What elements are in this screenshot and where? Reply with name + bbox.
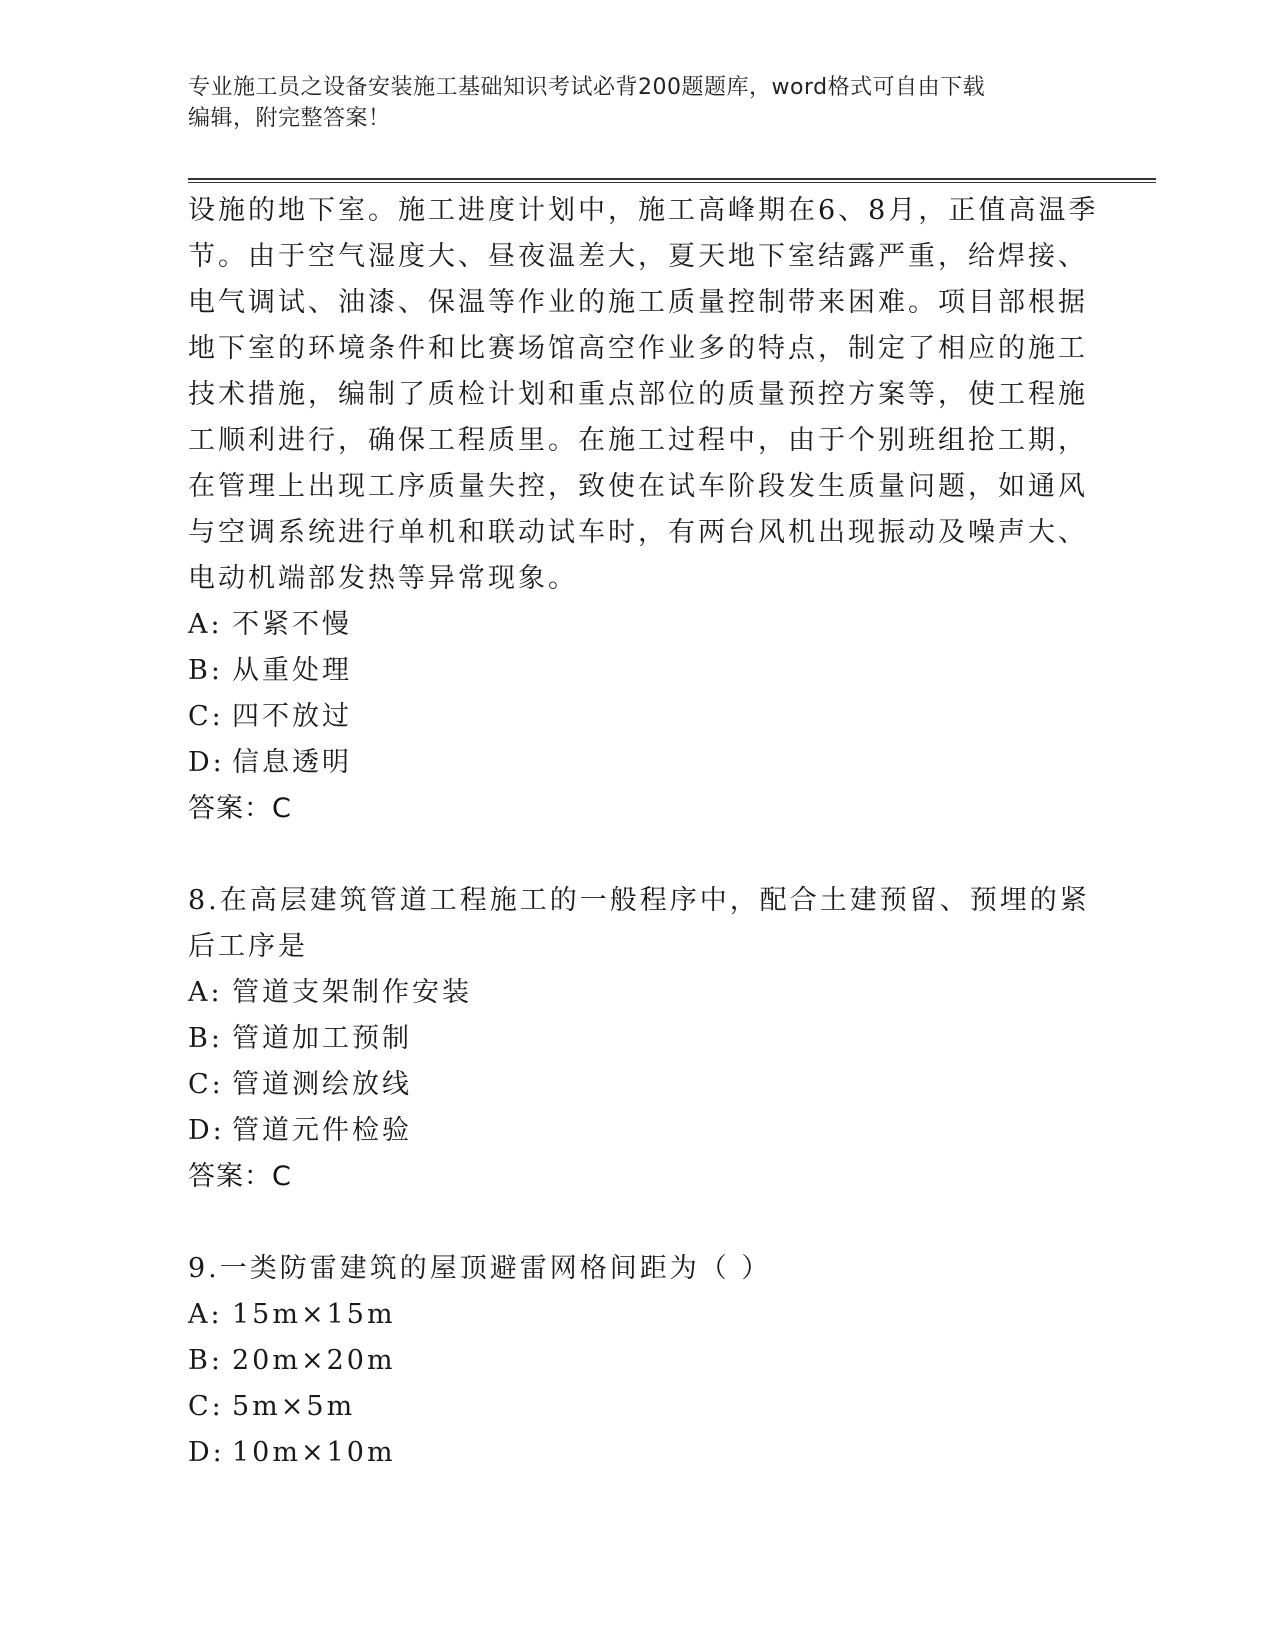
option-c: [188, 1062, 1088, 1108]
option-text: 四不放过: [232, 701, 352, 732]
option-letter: C:: [188, 1391, 224, 1422]
page-header: [188, 72, 1068, 134]
option-text: 15m×15m: [232, 1299, 396, 1330]
question-text-line: 设施的地下室。施工进度计划中，施工高峰期在6、8月，正值高温季: [188, 195, 1099, 226]
spacer: [188, 832, 1088, 878]
option-c: [188, 1384, 1088, 1430]
option-text: 不紧不慢: [232, 609, 352, 640]
question-7: [188, 188, 1099, 832]
option-b: [188, 1338, 1088, 1384]
question-text-line: 与空调系统进行单机和联动试车时，有两台风机出现振动及噪声大、: [188, 517, 1088, 548]
option-text: 管道元件检验: [232, 1115, 412, 1146]
option-letter: A:: [188, 977, 223, 1008]
option-text: 管道测绘放线: [232, 1069, 412, 1100]
answer-line: 答案：C: [188, 1161, 292, 1192]
header-title-line-1: 专业施工员之设备安装施工基础知识考试必背200题题库，word格式可自由下载: [188, 75, 986, 100]
option-d: [188, 1430, 1088, 1476]
option-text: 管道支架制作安装: [232, 977, 472, 1008]
option-b: [188, 1016, 1088, 1062]
option-text: 信息透明: [232, 747, 352, 778]
option-letter: B:: [188, 1023, 223, 1054]
question-text-line: 工顺利进行，确保工程质里。在施工过程中，由于个别班组抢工期，: [188, 425, 1088, 456]
question-text-line: 9.一类防雷建筑的屋顶避雷网格间距为（ ）: [188, 1253, 772, 1284]
document-body: [188, 188, 1099, 1476]
question-8: [188, 878, 1088, 1200]
question-text-line: 技术措施，编制了质检计划和重点部位的质量预控方案等，使工程施: [188, 379, 1088, 410]
option-letter: D:: [188, 1115, 225, 1146]
option-text: 管道加工预制: [232, 1023, 412, 1054]
option-letter: C:: [188, 701, 224, 732]
question-text-line: 地下室的环境条件和比赛场馆高空作业多的特点，制定了相应的施工: [188, 333, 1088, 364]
header-title-line-2: 编辑，附完整答案！: [188, 106, 391, 131]
option-letter: A:: [188, 609, 223, 640]
question-9: [188, 1246, 1088, 1476]
option-letter: D:: [188, 1437, 225, 1468]
option-a: [188, 970, 1088, 1016]
option-letter: D:: [188, 747, 225, 778]
header-divider: [188, 178, 1156, 183]
option-a: [188, 1292, 1088, 1338]
option-letter: A:: [188, 1299, 223, 1330]
option-letter: B:: [188, 655, 223, 686]
spacer: [188, 1200, 1088, 1246]
option-text: 10m×10m: [232, 1437, 396, 1468]
question-text-line: 节。由于空气湿度大、昼夜温差大，夏天地下室结露严重，给焊接、: [188, 241, 1088, 272]
option-b: [188, 648, 1088, 694]
option-letter: C:: [188, 1069, 224, 1100]
option-d: [188, 1108, 1088, 1154]
question-text-line: 电气调试、油漆、保温等作业的施工质量控制带来困难。项目部根据: [188, 287, 1088, 318]
option-text: 20m×20m: [232, 1345, 396, 1376]
option-a: [188, 602, 1088, 648]
option-d: [188, 740, 1088, 786]
answer-line: 答案：C: [188, 793, 292, 824]
question-text-line: 8.在高层建筑管道工程施工的一般程序中，配合土建预留、预埋的紧: [188, 885, 1090, 916]
question-text-line: 电动机端部发热等异常现象。: [188, 563, 578, 594]
option-letter: B:: [188, 1345, 223, 1376]
option-text: 5m×5m: [232, 1391, 356, 1422]
option-c: [188, 694, 1088, 740]
question-text-line: 在管理上出现工序质量失控，致使在试车阶段发生质量问题，如通风: [188, 471, 1088, 502]
option-text: 从重处理: [232, 655, 352, 686]
question-text-line: 后工序是: [188, 931, 308, 962]
